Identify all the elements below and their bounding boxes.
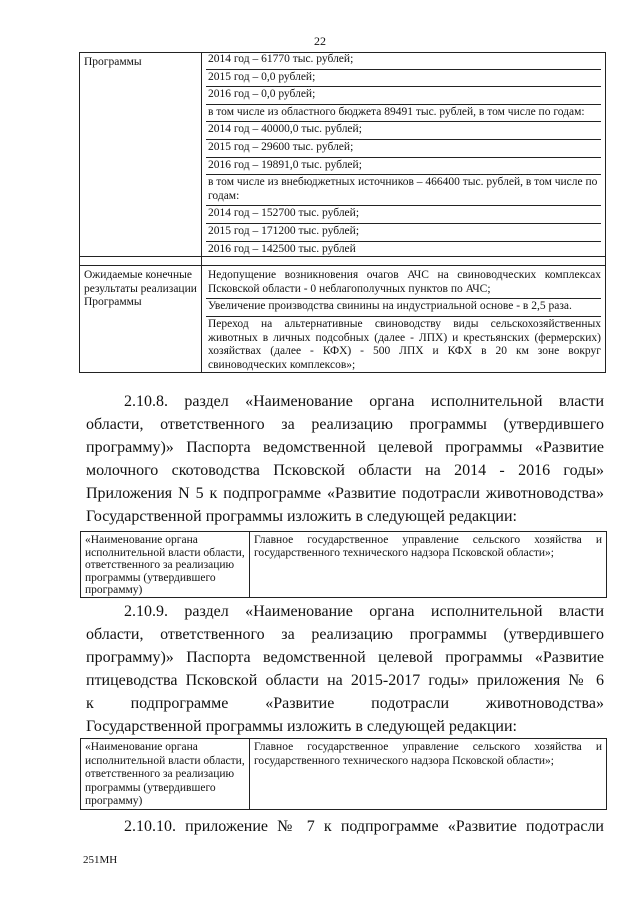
authority-table-2	[80, 738, 607, 810]
program-label: Программы	[80, 53, 202, 257]
divider	[206, 139, 601, 140]
result-item: Переход на альтернативные свиноводству виды сельскохозяйственных животных в личных подсобных (далее - ЛПХ) и крестьянских (фермерских) хозяйствах (далее - КФХ) - 500 ЛПХ и КФХ в 20 км зоне вокруг свиноводческих комплексов»;	[208, 317, 601, 371]
finance-line: 2015 год – 171200 тыс. рублей;	[208, 224, 360, 237]
paragraph-2-10-10	[86, 815, 604, 838]
table-row	[80, 266, 606, 373]
paragraph-2-10-8	[86, 390, 604, 528]
table-row	[81, 739, 607, 810]
text-line: птицеводства Псковской области на 2015-2017 годы» приложения № 6	[86, 672, 604, 689]
text-line: программу)» Паспорта ведомственной целевой программы «Развитие	[86, 649, 604, 666]
authority-label: «Наименование органа исполнительной власти области, ответственного за реализацию программы (утвердившего программу)	[81, 532, 250, 598]
table-row	[80, 53, 606, 257]
result-item: Увеличение производства свинины на индустриальной основе - в 2,5 раза.	[208, 300, 572, 313]
authority-label: «Наименование органа исполнительной власти области, ответственного за реализацию программы (утвердившего программу)	[81, 739, 250, 810]
divider	[206, 174, 601, 175]
text-line: молочного скотоводства Псковской области на 2014 - 2016 годы»	[86, 462, 604, 479]
paragraph-2-10-9	[86, 600, 604, 738]
divider	[206, 298, 601, 299]
results-label: Ожидаемые конечные результаты реализации Программы	[80, 266, 202, 373]
finance-line: 2015 год – 0,0 рублей;	[208, 70, 316, 83]
finance-line: 2015 год – 29600 тыс. рублей;	[208, 140, 354, 153]
authority-table-1	[80, 531, 607, 598]
text-line: программу)» Паспорта ведомственной целевой программы «Развитие	[86, 439, 604, 456]
results-cell	[202, 266, 606, 373]
divider	[206, 104, 601, 105]
spacer-cell	[80, 257, 202, 266]
text-line: области, ответственного за реализацию программы (утвердившего	[86, 626, 604, 643]
text-line: области, ответственного за реализацию программы (утвердившего	[86, 416, 604, 433]
divider	[206, 157, 601, 158]
text-line: 2.10.8. раздел «Наименование органа исполнительной власти	[124, 393, 604, 410]
text-line: 2.10.9. раздел «Наименование органа исполнительной власти	[124, 603, 604, 620]
divider	[206, 241, 601, 242]
program-passport-table	[79, 52, 606, 373]
finance-line: 2014 год – 61770 тыс. рублей;	[208, 53, 354, 65]
finance-line: в том числе из областного бюджета 89491 тыс. рублей, в том числе по годам:	[208, 105, 585, 118]
finance-cell	[202, 53, 606, 257]
finance-line: 2014 год – 40000,0 тыс. рублей;	[208, 123, 362, 136]
text-line: к подпрограмме «Развитие подотрасли животноводства»	[86, 695, 604, 712]
table-row	[80, 257, 606, 266]
page-number: 22	[314, 34, 326, 48]
finance-line: 2016 год – 0,0 рублей;	[208, 88, 316, 101]
text-line: Государственной программы изложить в следующей редакции:	[86, 718, 517, 735]
divider	[206, 316, 601, 317]
divider	[206, 69, 601, 70]
divider	[206, 223, 601, 224]
footer-code: 251МН	[83, 854, 118, 866]
authority-value: Главное государственное управление сельского хозяйства и государственного технического надзора Псковской области»;	[250, 739, 607, 810]
result-item: Недопущение возникновения очагов АЧС на свиноводческих комплексах Псковской области - 0 неблагополучных пунктов по АЧС;	[208, 269, 601, 295]
spacer-cell	[202, 257, 606, 266]
finance-line: в том числе из внебюджетных источников – 466400 тыс. рублей, в том числе по годам:	[208, 176, 598, 202]
authority-value: Главное государственное управление сельского хозяйства и государственного технического надзора Псковской области»;	[250, 532, 607, 598]
finance-line: 2016 год – 142500 тыс. рублей	[208, 242, 356, 255]
text-line: 2.10.10. приложение № 7 к подпрограмме «Развитие подотрасли	[124, 818, 604, 835]
text-line: Государственной программы изложить в следующей редакции:	[86, 508, 517, 525]
table-row	[81, 532, 607, 598]
divider	[206, 205, 601, 206]
finance-line: 2014 год – 152700 тыс. рублей;	[208, 207, 360, 220]
text-line: Приложения N 5 к подпрограмме «Развитие подотрасли животноводства»	[86, 485, 604, 502]
divider	[206, 121, 601, 122]
finance-line: 2016 год – 19891,0 тыс. рублей;	[208, 158, 362, 171]
divider	[206, 86, 601, 87]
